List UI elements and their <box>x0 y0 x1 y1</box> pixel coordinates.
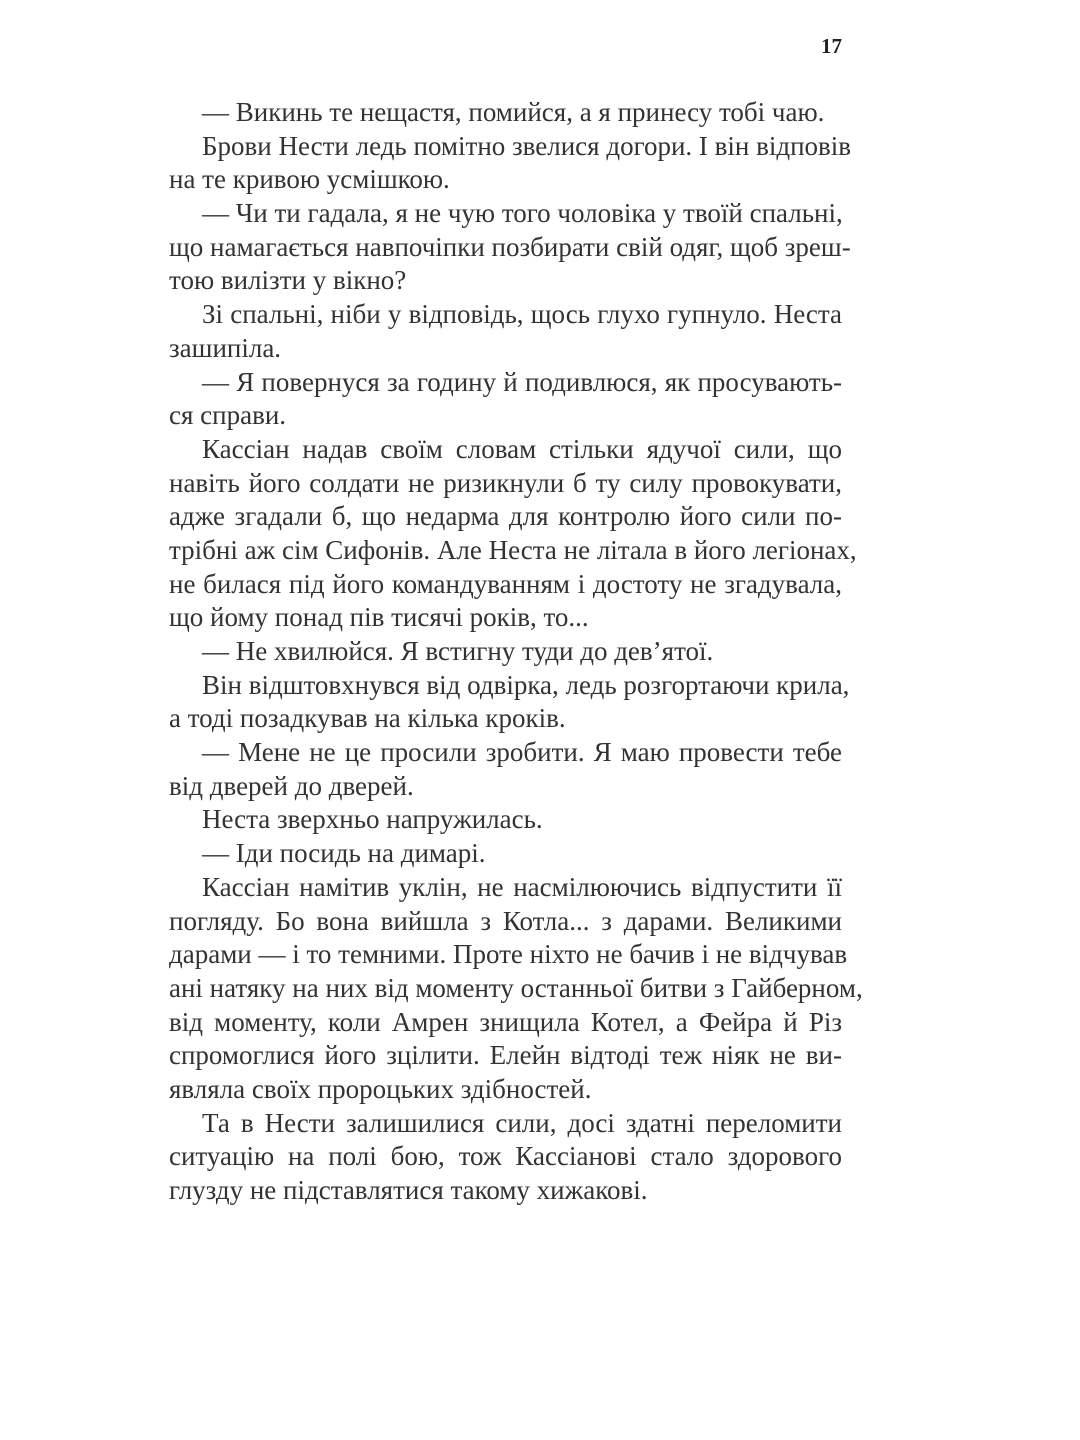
paragraph-first-line: Неста зверхньо напружилась. <box>202 804 543 835</box>
paragraph-line: а тоді позадкував на кілька кроків. <box>169 703 566 734</box>
paragraph-first-line: Кассіан надав своїм словам стільки ядучої сили, що <box>202 433 842 464</box>
paragraph-first-line: Він відштовхнувся від одвірка, ледь розгортаючи крила, <box>202 669 850 700</box>
paragraph-line: ситуацію на полі бою, тож Кассіанові стало здорового <box>169 1141 842 1172</box>
paragraph-line: що йому понад пів тисячі років, то... <box>169 602 589 633</box>
paragraph-line: глузду не підставлятися такому хижакові. <box>169 1175 648 1205</box>
paragraph-line: зашипіла. <box>169 332 282 363</box>
paragraph-line: ані натяку на них від моменту останньої битви з Гайберном, <box>169 972 863 1003</box>
paragraph-line: погляду. Бо вона вийшла з Котла... з дарами. Великими <box>169 905 842 936</box>
paragraph-first-line: Та в Нести залишилися сили, досі здатні переломити <box>202 1107 842 1138</box>
paragraph-first-line: — Я повернуся за годину й подивлюся, як просувають- <box>202 366 842 397</box>
paragraph-line: трібні аж сім Сифонів. Але Неста не літала в його легіонах, <box>169 534 857 565</box>
paragraph-first-line: Кассіан намітив уклін, не насмілюючись відпустити її <box>202 871 842 902</box>
paragraph-line: адже згадали б, що недарма для контролю його сили по- <box>169 501 842 532</box>
paragraph-line: на те кривою усмішкою. <box>169 164 450 195</box>
paragraph-first-line: Брови Нести ледь помітно звелися догори. І він відповів <box>202 130 852 161</box>
paragraph-line: не билася під його командуванням і достоту не згадувала, <box>169 568 842 599</box>
body-text <box>169 96 863 1208</box>
paragraph-first-line: Зі спальні, ніби у відповідь, щось глухо гупнуло. Неста <box>202 299 842 330</box>
paragraph-first-line: — Викинь те нещастя, помийся, а я принесу тобі чаю. <box>202 97 825 127</box>
paragraph-line: дарами — і то темними. Проте ніхто не бачив і не відчував <box>169 939 848 970</box>
paragraph-line: тою вилізти у вікно? <box>169 265 407 296</box>
paragraph-line: від дверей до дверей. <box>169 770 414 801</box>
paragraph-first-line: — Не хвилюйся. Я встигну туди до дев’ятої. <box>202 636 714 666</box>
paragraph-line: від моменту, коли Амрен знищила Котел, а Фейра й Різ <box>169 1006 842 1037</box>
paragraph-first-line: — Іди посидь на димарі. <box>202 838 486 869</box>
paragraph-first-line: — Мене не це просили зробити. Я маю провести тебе <box>202 737 842 768</box>
paragraph-line: навіть його солдати не ризикнули б ту силу провокувати, <box>169 467 842 498</box>
paragraph-line: спромоглися його зцілити. Елейн відтоді теж ніяк не ви- <box>169 1040 842 1071</box>
paragraph-first-line: — Чи ти гадала, я не чую того чоловіка у твоїй спальні, <box>202 198 843 229</box>
page-number: 17 <box>821 34 842 58</box>
paragraph-line: що намагається навпочіпки позбирати свій одяг, щоб зреш- <box>169 231 851 262</box>
paragraph-line: ся справи. <box>169 400 287 431</box>
paragraph-line: являла своїх пророцьких здібностей. <box>169 1073 592 1104</box>
